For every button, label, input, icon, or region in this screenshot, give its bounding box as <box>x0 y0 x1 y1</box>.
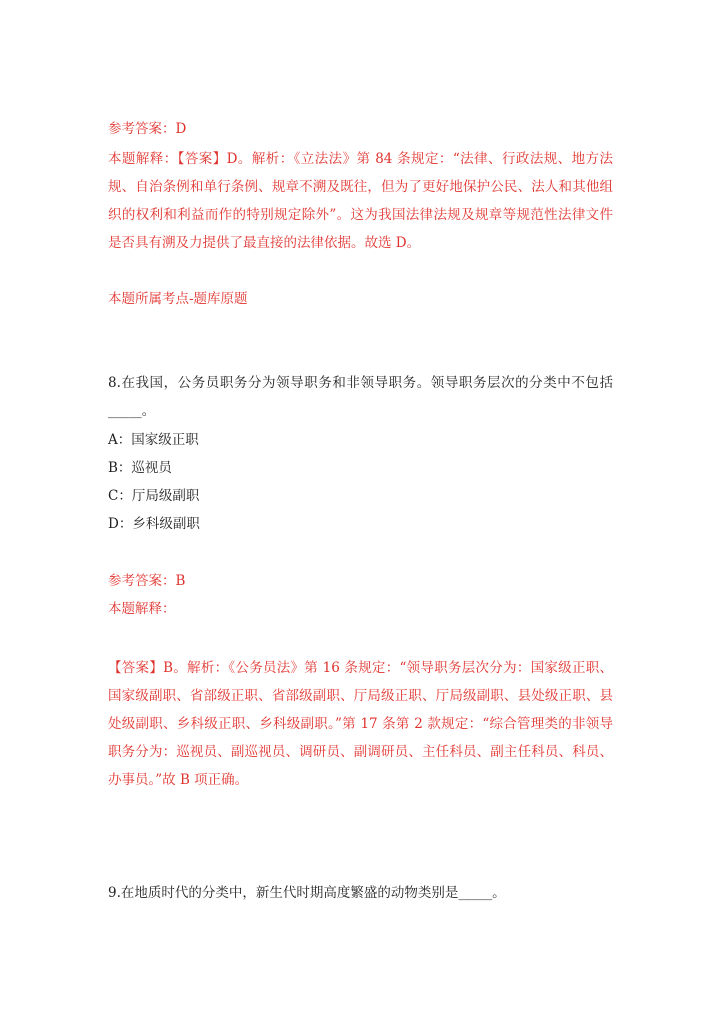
prev-reference-answer: 参考答案：D <box>108 121 187 137</box>
prev-knowledge-point: 本题所属考点-题库原题 <box>108 291 248 307</box>
question-8-option-c: C：厅局级副职 <box>108 488 200 504</box>
question-9-stem: 9.在地质时代的分类中，新生代时期高度繁盛的动物类别是_____。 <box>108 885 506 901</box>
question-8-option-a: A：国家级正职 <box>108 432 199 448</box>
question-8-reference-answer: 参考答案：B <box>108 573 186 589</box>
question-8-stem: 8.在我国，公务员职务分为领导职务和非领导职务。领导职务层次的分类中不包括_____。 <box>108 375 613 419</box>
prev-explanation: 本题解释：【答案】D。解析：《立法法》第 84 条规定：“法律、行政法规、地方法规、自治条例和单行条例、规章不溯及既往，但为了更好地保护公民、法人和其他组织的权利和利益而作的特别规定除外”。这为我国法律法规及规章等规范性法律文件是否具有溯及力提供了最直接的法律依据。故选 D。 <box>108 151 613 251</box>
question-8-option-b: B：巡视员 <box>108 460 172 476</box>
question-8-explanation: 【答案】B。解析：《公务员法》第 16 条规定：“领导职务层次分为：国家级正职、国家级副职、省部级正职、省部级副职、厅局级正职、厅局级副职、县处级正职、县处级副职、乡科级正职、乡科级副职。”第 17 条第 2 款规定：“综合管理类的非领导职务分为：巡视员、副巡视员、调研员、副调研员、主任科员、副主任科员、科员、办事员。”故 B 项正确。 <box>108 660 613 788</box>
question-8-option-d: D：乡科级副职 <box>108 516 200 532</box>
document-page <box>108 0 618 1018</box>
question-8-explanation-label: 本题解释： <box>108 601 176 617</box>
